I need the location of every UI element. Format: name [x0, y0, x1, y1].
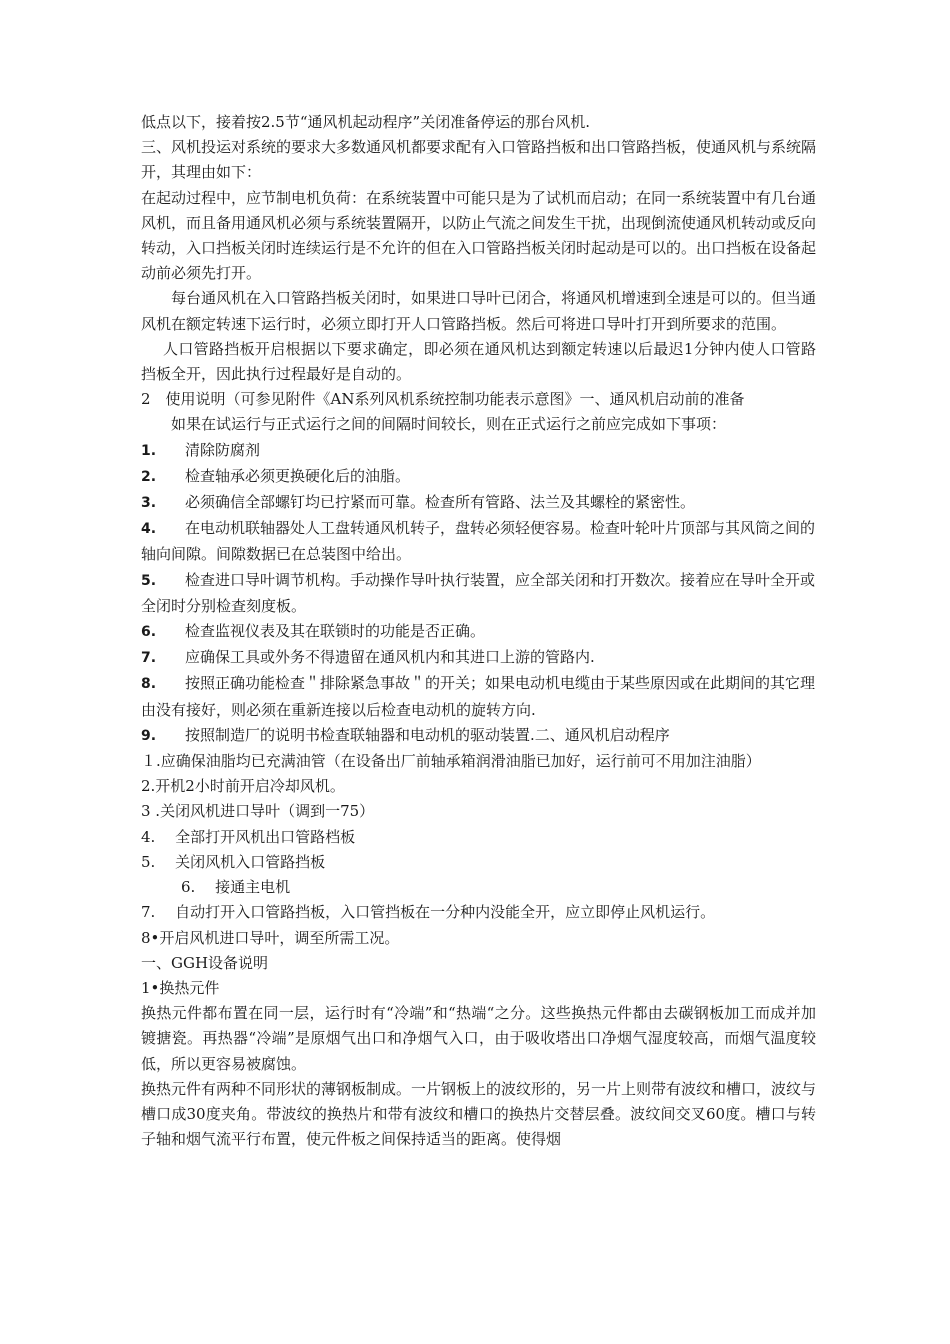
list-number: 9. [141, 727, 157, 744]
subsection-heading: 1•换热元件 [141, 978, 220, 997]
list-number: 8. [141, 676, 157, 693]
list-item [141, 438, 816, 464]
paragraph: 每台通风机在入口管路挡板关闭时，如果进口导叶已闭合，将通风机增速到全速是可以的。但当通风机在额定转速下运行时，必须立即打开人口管路挡板。然后可将进口导叶打开到所要求的范围。 [141, 289, 817, 333]
list-text: 检查进口导叶调节机构。手动操作导叶执行装置，应全部关闭和打开数次。接着应在导叶全开或全闭时分别检查刻度板。 [141, 570, 816, 615]
list-item [141, 490, 816, 516]
checklist [141, 438, 816, 749]
list-number: 1. [141, 442, 157, 459]
text-line: 低点以下，接着按2.5节“通风机起动程序”关闭准备停运的那台风机. [141, 113, 590, 131]
list-text: 按照制造厂的说明书检查联轴器和电动机的驱动装置.二、通风机启动程序 [185, 725, 670, 744]
list-text: 在电动机联轴器处人工盘转通风机转子，盘转必须轻便容易。检查叶轮叶片顶部与其风筒之间的轴向间隙。间隙数据已在总装图中给出。 [141, 519, 816, 564]
document-body [141, 110, 816, 1152]
paragraph: 换热元件有两种不同形状的薄钢板制成。一片钢板上的波纹形的，另一片上则带有波纹和槽口，波纹与槽口成30度夹角。带波纹的换热片和带有波纹和槽口的换热片交替层叠。波纹间交叉60度。槽口与转子轴和烟气流平行布置，使元件板之间保持适当的距离。使得烟 [141, 1079, 817, 1149]
paragraph: 三、风机投运对系统的要求大多数通风机都要求配有入口管路挡板和出口管路挡板，使通风机与系统隔开，其理由如下： [141, 138, 817, 182]
list-text: 检查轴承必须更换硬化后的油脂。 [185, 466, 411, 485]
list-item [141, 723, 816, 749]
startup-step: 8•开启风机进口导叶，调至所需工况。 [141, 928, 400, 947]
startup-step: 5. 关闭风机入口管路挡板 [141, 852, 326, 871]
list-number: 2. [141, 468, 157, 485]
list-number: 4. [141, 521, 157, 538]
startup-step: １.应确保油脂均已充满油管（在设备出厂前轴承箱润滑油脂已加好，运行前可不用加注油脂） [141, 752, 761, 771]
startup-step: 4. 全部打开风机出口管路档板 [141, 827, 356, 846]
list-item [141, 671, 816, 722]
section-heading: 2 使用说明（可参见附件《AN系列风机系统控制功能表示意图》一、通风机启动前的准备 [141, 390, 745, 409]
list-text: 按照正确功能检查＂排除紧急事故＂的开关；如果电动机电缆由于某些原因或在此期间的其它理由没有接好，则必须在重新连接以后检查电动机的旋转方向. [141, 674, 816, 719]
list-text: 清除防腐剂 [185, 440, 261, 459]
startup-step: 7. 自动打开入口管路挡板，入口管挡板在一分种内没能全开，应立即停止风机运行。 [141, 903, 716, 922]
startup-step: 6. 接通主电机 [181, 878, 291, 897]
paragraph: 在起动过程中，应节制电机负荷：在系统装置中可能只是为了试机而启动；在同一系统装置中有几台通风机，而且备用通风机必须与系统装置隔开，以防止气流之间发生干扰，出现倒流使通风机转动或反向转动，入口挡板关闭时连续运行是不允许的但在入口管路挡板关闭时起动是可以的。出口挡板在设备起动前必须先打开。 [141, 188, 817, 283]
paragraph: 换热元件都布置在同一层，运行时有“冷端”和“热端“之分。这些换热元件都由去碳钢板加工而成并加镀搪瓷。再热器“冷端”是原烟气出口和净烟气入口，由于吸收塔出口净烟气湿度较高，而烟气温度较低，所以更容易被腐蚀。 [141, 1004, 816, 1073]
startup-step: 3 .关闭风机进口导叶（调到一75） [141, 802, 375, 821]
list-number: 6. [141, 624, 157, 641]
list-item [141, 464, 816, 490]
list-number: 3. [141, 495, 157, 512]
list-item [141, 516, 816, 567]
list-item [141, 568, 816, 619]
list-text: 检查监视仪表及其在联锁时的功能是否正确。 [185, 622, 486, 641]
list-text: 应确保工具或外务不得遗留在通风机内和其进口上游的管路内. [185, 648, 595, 667]
startup-step: 2.开机2小时前开启冷却风机。 [141, 777, 345, 796]
section-heading: 一、GGH设备说明 [141, 953, 269, 972]
paragraph: 人口管路挡板开启根据以下要求确定，即必须在通风机达到额定转速以后最迟1分钟内使人口管路挡板全开，因此执行过程最好是自动的。 [141, 339, 816, 384]
list-number: 5. [141, 572, 157, 589]
paragraph: 如果在试运行与正式运行之间的间隔时间较长，则在正式运行之前应完成如下事项： [171, 415, 727, 434]
list-item [141, 619, 816, 645]
list-item [141, 645, 816, 671]
list-text: 必须确信全部螺钉均已拧紧而可靠。检查所有管路、法兰及其螺栓的紧密性。 [185, 493, 696, 512]
list-number: 7. [141, 650, 157, 667]
